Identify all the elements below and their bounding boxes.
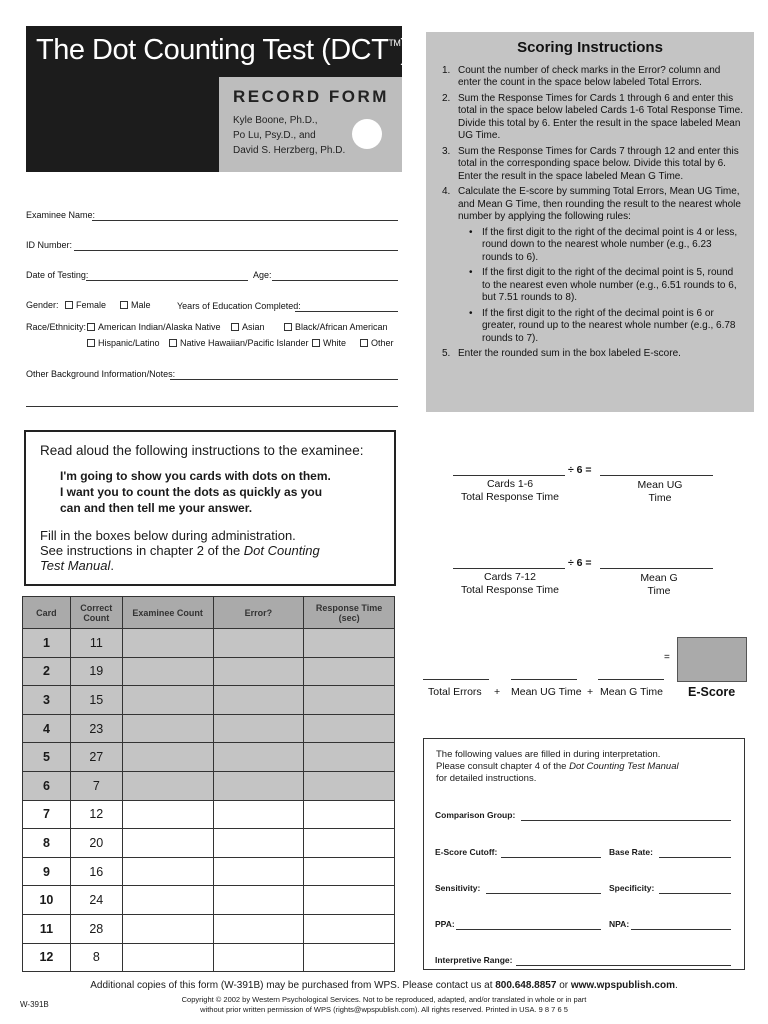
race-checkbox[interactable]: Other: [360, 338, 394, 348]
record-form-panel: [219, 77, 402, 172]
notes-label: Other Background Information/Notes:: [26, 369, 176, 379]
rounding-rule: • If the first digit to the right of the decimal point is 6 or greater, round up to the nearest whole number (e.g., 6.78 rounds to 7).: [469, 307, 736, 344]
cards16-total-field[interactable]: [453, 475, 565, 476]
card-number: 9: [23, 857, 71, 886]
npa-field[interactable]: [631, 929, 731, 930]
card-number: 11: [23, 914, 71, 943]
correct-count: 11: [70, 629, 122, 658]
examinee-count-cell[interactable]: [122, 829, 213, 858]
date-label: Date of Testing:: [26, 270, 89, 280]
card-number: 12: [23, 943, 71, 972]
gender-label: Gender:: [26, 300, 59, 310]
total-errors-field[interactable]: [423, 679, 489, 680]
examinee-script: I'm going to show you cards with dots on them. I want you to count the dots as quickly as you can and then tell me your answer.: [60, 469, 331, 515]
mean-g-time-label: Mean G Time: [600, 686, 664, 698]
notes-field[interactable]: [170, 379, 398, 380]
race-checkbox[interactable]: White: [312, 338, 346, 348]
col-header-correct-count: Correct Count: [70, 597, 122, 629]
table-row: [23, 857, 395, 886]
website-link[interactable]: www.wpspublish.com: [570, 980, 675, 991]
scoring-step: 1. Count the number of check marks in the Error? column and enter the count in the space below labeled Total Errors.: [442, 64, 721, 88]
id-number-field[interactable]: [74, 250, 398, 251]
scoring-title: Scoring Instructions: [517, 39, 663, 56]
error-cell[interactable]: [213, 686, 304, 715]
footer-copyright: Copyright © 2002 by Western Psychological Services. Not to be reproduced, adapted, and/or translated in whole or in part without prior written permission of WPS (rights@wpspublish.com). All rights reserved. Printed in USA. 9 8 7 6 5: [181, 995, 587, 1014]
race-label: Race/Ethnicity:: [26, 322, 87, 332]
escore-label: E-Score: [688, 685, 736, 699]
mean-g-field[interactable]: [600, 568, 713, 569]
divide-by-six: ÷ 6 =: [568, 464, 592, 476]
examinee-count-cell[interactable]: [122, 686, 213, 715]
response-time-cell[interactable]: [304, 943, 395, 972]
female-checkbox[interactable]: Female: [65, 300, 106, 310]
examinee-count-cell[interactable]: [122, 714, 213, 743]
table-row: [23, 800, 395, 829]
specificity-field[interactable]: [659, 893, 731, 894]
correct-count: 8: [70, 943, 122, 972]
mean-ug-field[interactable]: [600, 475, 713, 476]
correct-count: 28: [70, 914, 122, 943]
npa-label: NPA:: [609, 919, 630, 929]
male-checkbox[interactable]: Male: [120, 300, 151, 310]
mean-ug-time-field[interactable]: [511, 679, 577, 680]
cards712-total-field[interactable]: [453, 568, 565, 569]
response-time-cell[interactable]: [304, 657, 395, 686]
table-row: [23, 943, 395, 972]
base-rate-field[interactable]: [659, 857, 731, 858]
response-time-cell[interactable]: [304, 800, 395, 829]
correct-count: 15: [70, 686, 122, 715]
correct-count: 16: [70, 857, 122, 886]
correct-count: 20: [70, 829, 122, 858]
table-row: [23, 629, 395, 658]
authors: Kyle Boone, Ph.D., Po Lu, Psy.D., and David S. Herzberg, Ph.D.: [233, 115, 346, 156]
response-time-cell[interactable]: [304, 686, 395, 715]
age-field[interactable]: [272, 280, 398, 281]
age-label: Age:: [253, 270, 272, 280]
race-checkbox[interactable]: Native Hawaiian/Pacific Islander: [169, 338, 309, 348]
comparison-group-field[interactable]: [521, 820, 731, 821]
card-number: 7: [23, 800, 71, 829]
table-row: [23, 771, 395, 800]
table-row: [23, 743, 395, 772]
examinee-count-cell[interactable]: [122, 800, 213, 829]
comparison-group-label: Comparison Group:: [435, 810, 516, 820]
col-header-examinee-count: Examinee Count: [122, 597, 213, 629]
response-time-cell[interactable]: [304, 771, 395, 800]
table-row: [23, 714, 395, 743]
card-number: 5: [23, 743, 71, 772]
form-title: The Dot Counting Test (DCT™): [36, 34, 410, 66]
plus-sign: +: [494, 686, 501, 698]
table-row: [23, 657, 395, 686]
correct-count: 27: [70, 743, 122, 772]
scoring-step: 3. Sum the Response Times for Cards 7 through 12 and enter this total in the corresponding space below. Divide this total by 6. Enter the result in the space labeled Mean G Time.: [442, 145, 739, 182]
correct-count: 24: [70, 886, 122, 915]
rounding-rule: • If the first digit to the right of the decimal point is 5, round to the nearest even whole number (e.g., 6.51 rounds to 6, but 7.51 rounds to 8).: [469, 267, 737, 303]
card-number: 2: [23, 657, 71, 686]
response-time-cell[interactable]: [304, 743, 395, 772]
escore-cutoff-field[interactable]: [501, 857, 601, 858]
correct-count: 7: [70, 771, 122, 800]
interpretation-intro: The following values are filled in during interpretation. Please consult chapter 4 of the Dot Counting Test Manual for detailed instructions.: [436, 749, 679, 784]
escore-cutoff-label: E-Score Cutoff:: [435, 847, 498, 857]
error-cell[interactable]: [213, 657, 304, 686]
mean-g-label: Mean G Time: [640, 572, 678, 597]
error-cell[interactable]: [213, 771, 304, 800]
examinee-count-cell[interactable]: [122, 771, 213, 800]
interpretation-box: [423, 738, 745, 970]
error-cell[interactable]: [213, 857, 304, 886]
scoring-step: 5. Enter the rounded sum in the box labeled E-score.: [442, 348, 681, 359]
card-number: 1: [23, 629, 71, 658]
examinee-count-cell[interactable]: [122, 886, 213, 915]
cards712-label: Cards 7-12 Total Response Time: [460, 571, 560, 596]
response-time-cell[interactable]: [304, 829, 395, 858]
response-time-cell[interactable]: [304, 914, 395, 943]
equals-sign: =: [664, 652, 670, 663]
error-cell[interactable]: [213, 800, 304, 829]
scoring-step: 4. Calculate the E-score by summing Total Errors, Mean UG Time, and Mean G Time, then rounding the result to the nearest whole number by applying the following rules:: [442, 186, 741, 222]
card-number: 6: [23, 771, 71, 800]
correct-count: 19: [70, 657, 122, 686]
error-cell[interactable]: [213, 886, 304, 915]
dot-circle: [352, 119, 382, 149]
examinee-count-cell[interactable]: [122, 629, 213, 658]
table-row: [23, 686, 395, 715]
examinee-count-cell[interactable]: [122, 943, 213, 972]
mean-g-time-field[interactable]: [598, 679, 664, 680]
interpretive-range-label: Interpretive Range:: [435, 955, 513, 965]
ppa-label: PPA:: [435, 919, 455, 929]
footer-purchase-info: Additional copies of this form (W-391B) may be purchased from WPS. Please contact us at 800.648.8857 or www.wpspublish.com.: [90, 980, 678, 991]
examinee-count-cell[interactable]: [122, 914, 213, 943]
race-checkbox[interactable]: Asian: [231, 322, 265, 332]
date-field[interactable]: [86, 280, 248, 281]
total-errors-label: Total Errors: [428, 686, 482, 698]
examinee-count-cell[interactable]: [122, 657, 213, 686]
error-cell[interactable]: [213, 829, 304, 858]
card-response-table: [22, 596, 395, 972]
cards16-label: Cards 1-6 Total Response Time: [460, 478, 560, 503]
rounding-rule: • If the first digit to the right of the decimal point is 4 or less, round down to the nearest whole number (e.g., 6.23 rounds to 6).: [469, 226, 738, 263]
scoring-step: 2. Sum the Response Times for Cards 1 through 6 and enter this total in the space below labeled Cards 1-6 Total Response Time. Divide this total by 6. Enter the result in the space labeled Mean UG Time.: [442, 92, 743, 141]
response-time-cell[interactable]: [304, 886, 395, 915]
error-cell[interactable]: [213, 914, 304, 943]
specificity-label: Specificity:: [609, 883, 655, 893]
id-number-label: ID Number:: [26, 240, 73, 250]
error-cell[interactable]: [213, 629, 304, 658]
divide-by-six: ÷ 6 =: [568, 557, 592, 569]
sensitivity-label: Sensitivity:: [435, 883, 481, 893]
error-cell[interactable]: [213, 743, 304, 772]
phone-number: 800.648.8857: [495, 980, 557, 991]
error-cell[interactable]: [213, 943, 304, 972]
col-header-response-time: Response Time (sec): [304, 597, 395, 629]
examinee-name-label: Examinee Name:: [26, 210, 96, 220]
education-label: Years of Education Completed:: [177, 301, 301, 311]
table-row: [23, 829, 395, 858]
card-number: 3: [23, 686, 71, 715]
interpretive-range-field[interactable]: [516, 965, 731, 966]
correct-count: 12: [70, 800, 122, 829]
record-form-label: RECORD FORM: [233, 87, 389, 106]
notes-field-2[interactable]: [26, 406, 398, 407]
read-aloud-text: Read aloud the following instructions to the examinee:: [40, 443, 364, 458]
mean-ug-label: Mean UG Time: [637, 479, 683, 504]
table-row: [23, 914, 395, 943]
race-checkbox[interactable]: Hispanic/Latino: [87, 338, 160, 348]
ppa-field[interactable]: [456, 929, 601, 930]
plus-sign: +: [587, 686, 594, 698]
race-checkbox[interactable]: Black/African American: [284, 322, 388, 332]
response-time-cell[interactable]: [304, 857, 395, 886]
race-checkbox[interactable]: American Indian/Alaska Native: [87, 322, 221, 332]
education-field[interactable]: [295, 311, 398, 312]
col-header-card: Card: [23, 597, 71, 629]
correct-count: 23: [70, 714, 122, 743]
fill-instructions: Fill in the boxes below during administration. See instructions in chapter 2 of the Dot Counting Test Manual.: [40, 528, 320, 573]
card-number: 10: [23, 886, 71, 915]
examinee-count-cell[interactable]: [122, 743, 213, 772]
form-number: W-391B: [20, 1000, 49, 1009]
administration-instructions: [24, 430, 396, 586]
header-banner: [26, 26, 410, 172]
col-header-error: Error?: [213, 597, 304, 629]
response-time-cell[interactable]: [304, 629, 395, 658]
examinee-count-cell[interactable]: [122, 857, 213, 886]
response-time-cell[interactable]: [304, 714, 395, 743]
mean-ug-time-label: Mean UG Time: [511, 686, 582, 698]
card-number: 8: [23, 829, 71, 858]
card-number: 4: [23, 714, 71, 743]
examinee-name-field[interactable]: [92, 220, 398, 221]
table-row: [23, 886, 395, 915]
sensitivity-field[interactable]: [486, 893, 601, 894]
error-cell[interactable]: [213, 714, 304, 743]
base-rate-label: Base Rate:: [609, 847, 653, 857]
scoring-instructions: [426, 32, 754, 412]
escore-box[interactable]: [677, 637, 747, 682]
